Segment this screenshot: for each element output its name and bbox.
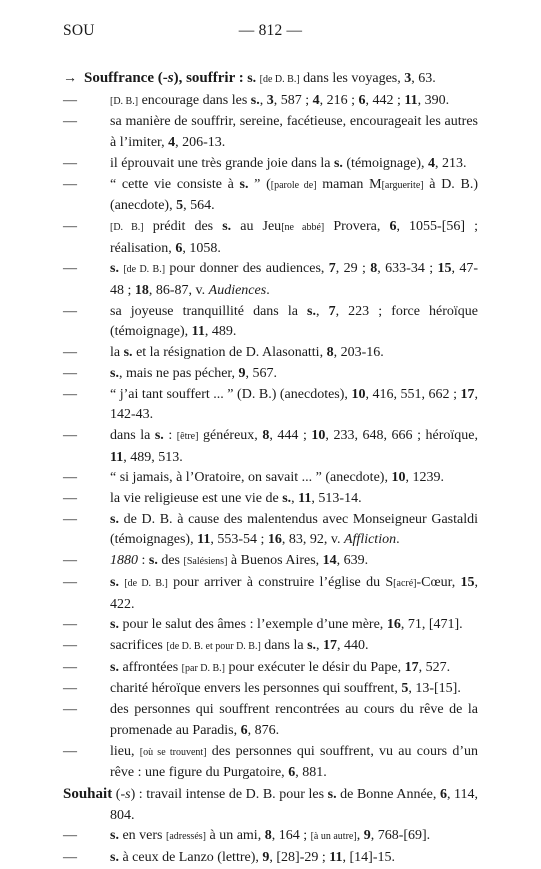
entry-text: charité héroïque envers les personnes qui souffrent, 5, 13-[15]. [110, 681, 461, 697]
entry-text: “ si jamais, à l’Oratoire, on savait ... ” (anecdote), 10, 1239. [110, 470, 444, 486]
entry-text: s., mais ne pas pécher, 9, 567. [110, 365, 278, 381]
entry-text: dans la s. : [être] généreux, 8, 444 ; 10, 233, 648, 666 ; héroïque, 11, 489, 513. [110, 427, 478, 465]
entry-text: s. [de D. B.] pour arriver à construire l’église du S[acré]-Cœur, 15, 422. [110, 574, 479, 612]
index-subentry [63, 742, 478, 784]
index-subentry [63, 154, 478, 175]
index-subentry [63, 848, 478, 869]
entry-text: 1880 : s. des [Salésiens] à Buenos Aires, 14, 639. [110, 553, 369, 569]
entry-text: s. [de D. B.] pour donner des audiences, 7, 29 ; 8, 633-34 ; 15, 47-48 ; 18, 86-87, v. Audiences. [110, 261, 478, 299]
index-subentry [63, 343, 478, 364]
index-subentry [63, 510, 478, 551]
running-head: SOU [63, 22, 95, 39]
entry-text: “ cette vie consiste à s. ” ([parole de] maman M[arguerite] à D. B.) (anecdote), 5, 564. [110, 176, 478, 214]
page-number: — 812 — [238, 22, 303, 39]
index-subentry [63, 468, 478, 489]
entry-text: il éprouvait une très grande joie dans la s. (témoignage), 4, 213. [110, 155, 467, 171]
index-subentry [63, 615, 478, 636]
index-subentry [63, 112, 478, 153]
entry-text: [D. B.] encourage dans les s., 3, 587 ; 4, 216 ; 6, 442 ; 11, 390. [110, 92, 450, 108]
index-subentry [63, 302, 478, 343]
index-subentry [63, 364, 478, 385]
index-subentry [63, 489, 478, 510]
index-subentry [63, 826, 478, 848]
index-subentry [63, 551, 478, 573]
index-headword-entry [63, 784, 478, 826]
index-subentry [63, 636, 478, 658]
entry-text: la vie religieuse est une vie de s., 11, 513-14. [110, 491, 362, 507]
entry-text: la s. et la résignation de D. Alasonatti, 8, 203-16. [110, 345, 384, 361]
index-subentry [63, 426, 478, 468]
entry-text: sacrifices [de D. B. et pour D. B.] dans la s., 17, 440. [110, 637, 369, 653]
index-subentry [63, 217, 478, 259]
entry-text: sa joyeuse tranquillité dans la s., 7, 223 ; force héroïque (témoignage), 11, 489. [110, 303, 479, 340]
entry-text: sa manière de souffrir, sereine, facétieuse, encourageait les autres à l’imiter, 4, 206-13. [110, 114, 478, 151]
index-entries [63, 68, 478, 869]
entry-text: Souhait (-s) : travail intense de D. B. pour les s. de Bonne Année, 6, 114, 804. [63, 785, 479, 823]
entry-text: Souffrance (-s), souffrir : s. [de D. B.] dans les voyages, 3, 63. [84, 70, 436, 86]
entry-text: s. affrontées [par D. B.] pour exécuter le désir du Pape, 17, 527. [110, 659, 451, 675]
entry-text: s. de D. B. à cause des malentendus avec Monseigneur Gastaldi (témoignages), 11, 553-54 ; 16, 83, 92, v. Affliction. [110, 511, 478, 548]
index-subentry [63, 658, 478, 680]
index-subentry [63, 700, 478, 741]
entry-text: s. à ceux de Lanzo (lettre), 9, [28]-29 ; 11, [14]-15. [110, 850, 395, 866]
entry-text: [D. B.] prédit des s. au Jeu[ne abbé] Provera, 6, 1055-[56] ; réalisation, 6, 1058. [110, 218, 478, 256]
index-subentry [63, 259, 478, 301]
entry-text: des personnes qui souffrent rencontrées au cours du rêve de la promenade au Paradis, 6, 876. [110, 702, 478, 738]
index-headword-entry [63, 68, 478, 91]
index-subentry [63, 573, 478, 615]
entry-text: s. pour le salut des âmes : l’exemple d’une mère, 16, 71, [471]. [110, 617, 463, 633]
entry-text: “ j’ai tant souffert ... ” (D. B.) (anecdotes), 10, 416, 551, 662 ; 17, 142-43. [110, 386, 479, 423]
index-subentry [63, 91, 478, 113]
index-subentry [63, 385, 478, 426]
index-subentry [63, 679, 478, 700]
entry-text: s. en vers [adressés] à un ami, 8, 164 ; [à un autre], 9, 768-[69]. [110, 828, 431, 844]
entry-text: lieu, [où se trouvent] des personnes qui souffrent, vu au cours d’un rêve : une figure du Purgatoire, 6, 881. [110, 743, 478, 781]
index-subentry [63, 175, 478, 217]
arrow-icon: → [63, 71, 77, 86]
page-header [63, 22, 478, 42]
